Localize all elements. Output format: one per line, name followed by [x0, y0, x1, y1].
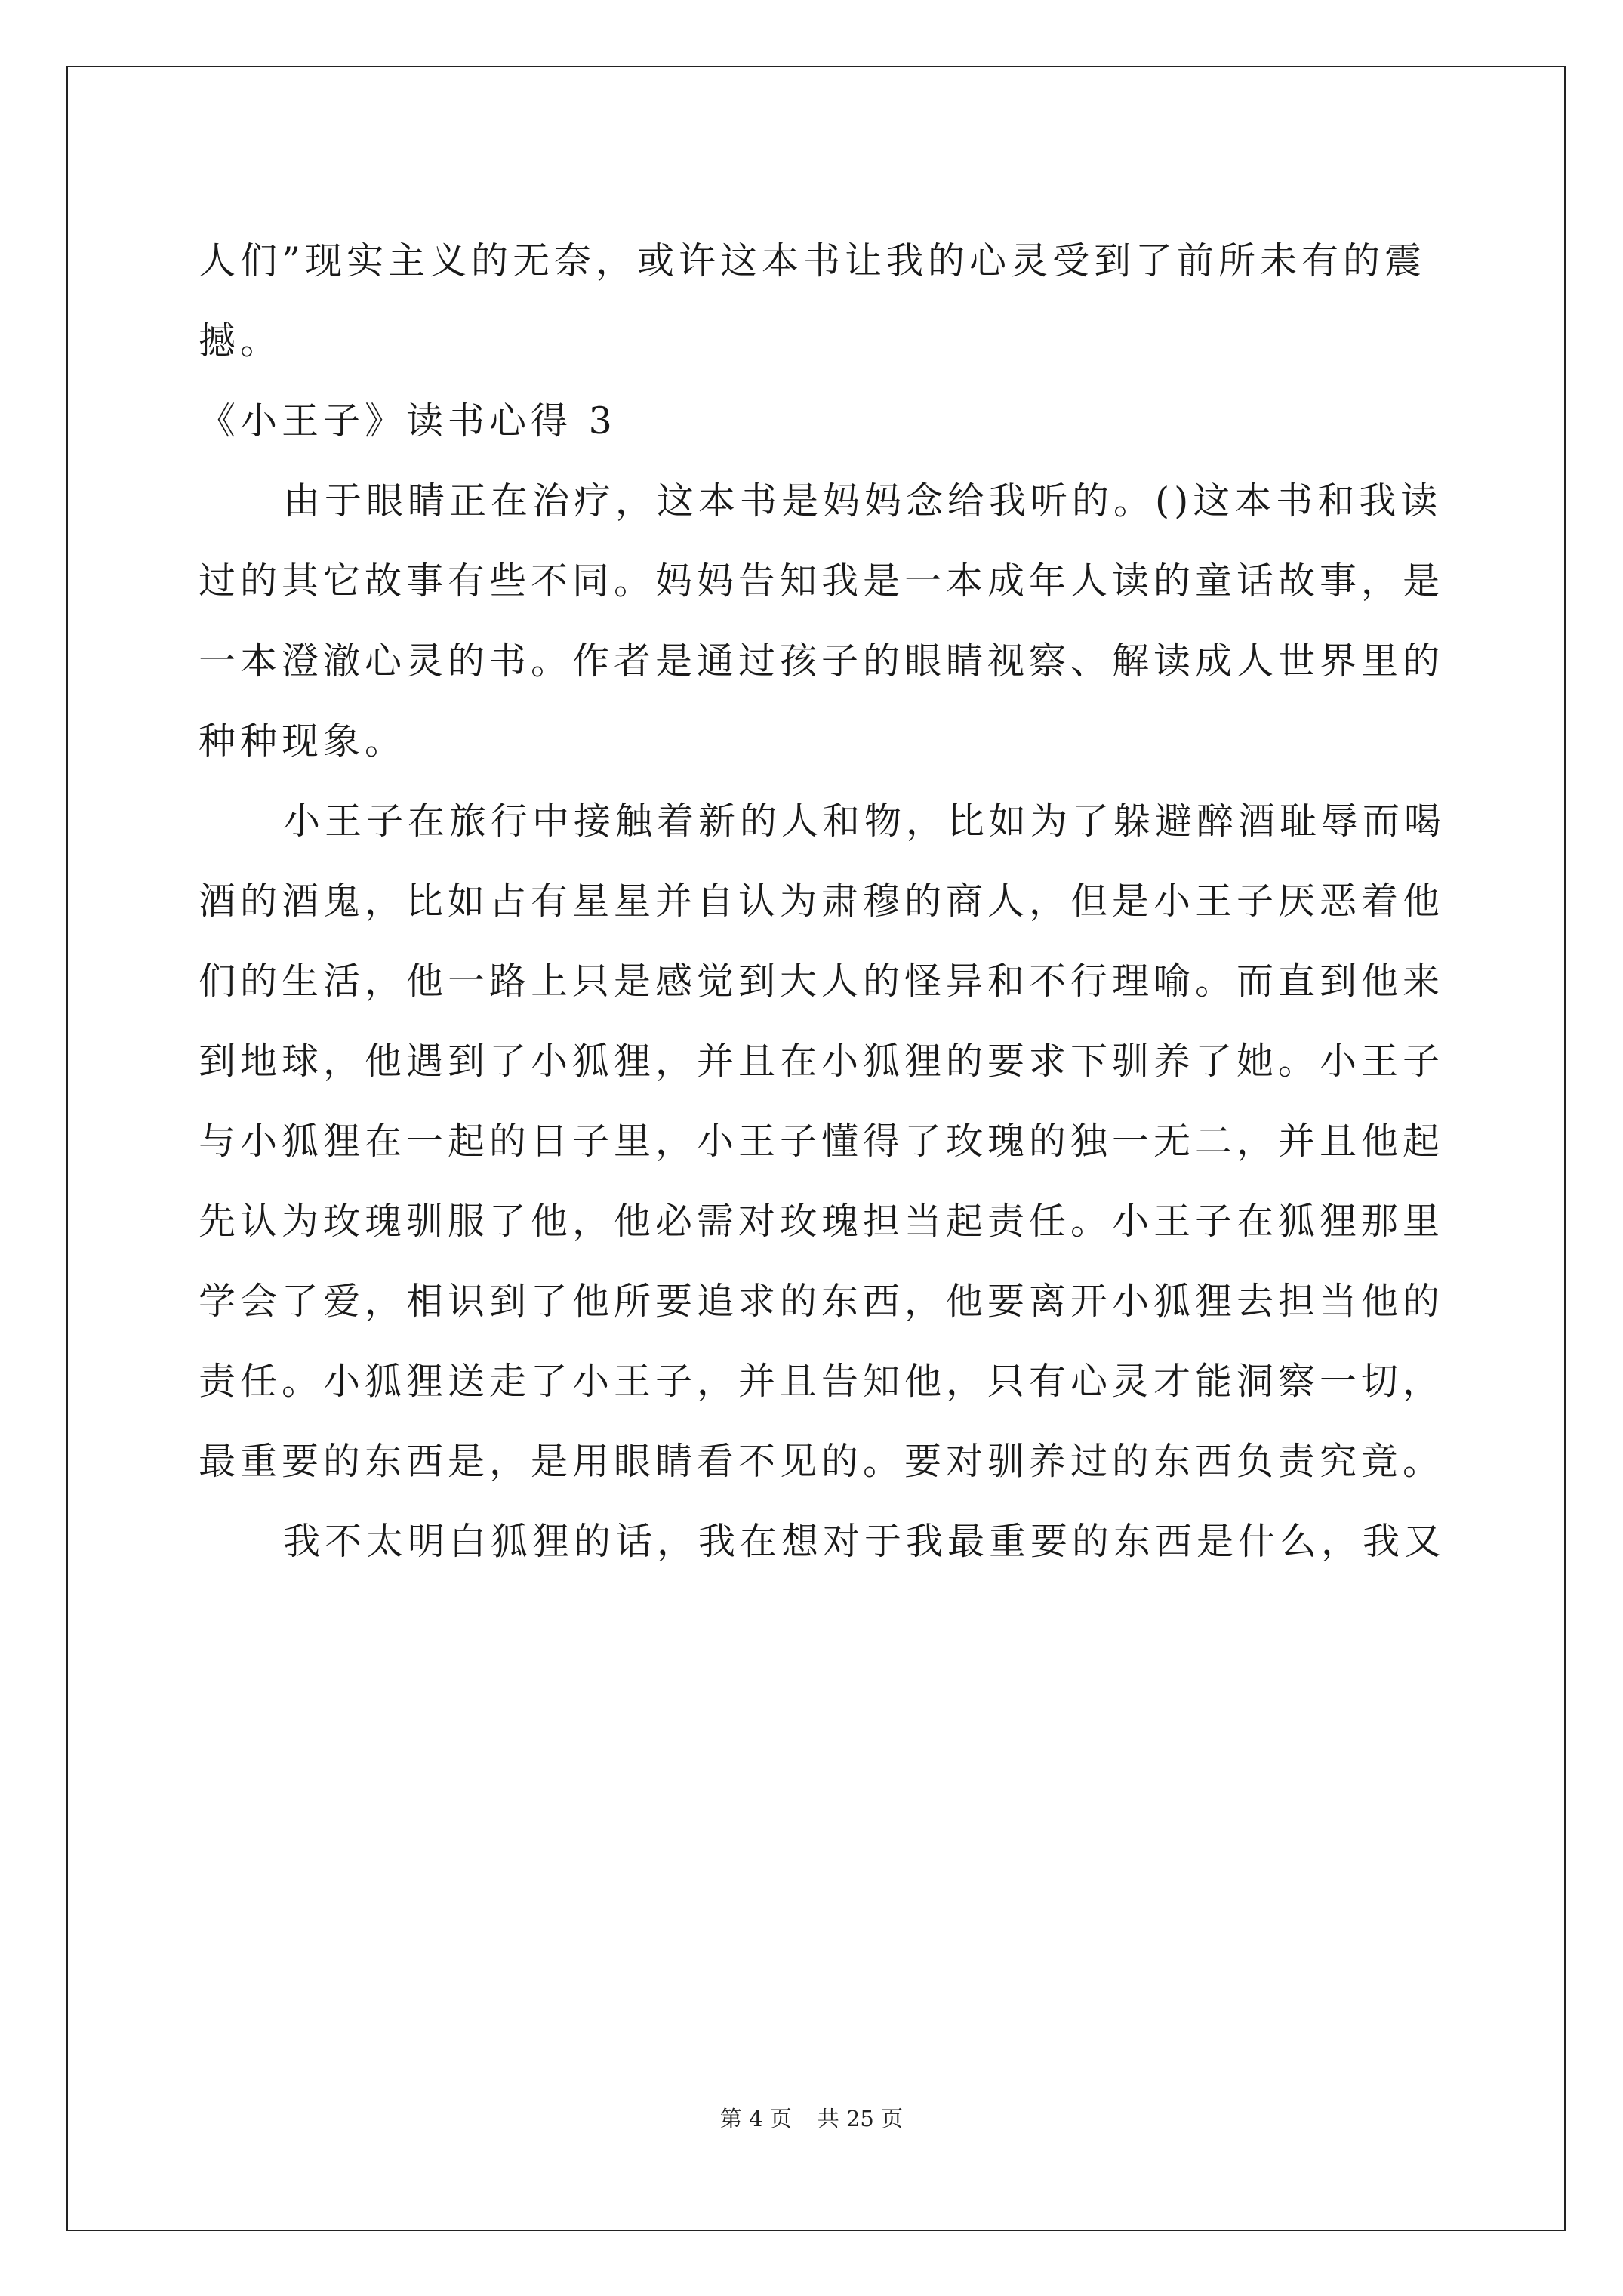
page-footer — [0, 2103, 1623, 2134]
text-line: 责任。小狐狸送走了小王子，并且告知他，只有心灵才能洞察一切， — [199, 1360, 1445, 1403]
text-line: 与小狐狸在一起的日子里，小王子懂得了玫瑰的独一无二，并且他起 — [199, 1120, 1445, 1163]
section-heading: 《小王子》读书心得 3 — [199, 399, 617, 442]
text-line: 先认为玫瑰驯服了他，他必需对玫瑰担当起责任。小王子在狐狸那里 — [199, 1200, 1445, 1243]
page-total: 共 25 页 — [817, 2106, 904, 2131]
text-line: 们的生活，他一路上只是感觉到大人的怪异和不行理喻。而直到他来 — [199, 960, 1445, 1003]
text-line: 由于眼睛正在治疗，这本书是妈妈念给我听的。()这本书和我读 — [283, 479, 1443, 522]
text-line: 到地球，他遇到了小狐狸，并且在小狐狸的要求下驯养了她。小王子 — [199, 1040, 1445, 1083]
text-line: 学会了爱，相识到了他所要追求的东西，他要离开小狐狸去担当他的 — [199, 1280, 1445, 1323]
text-line: 最重要的东西是，是用眼睛看不见的。要对驯养过的东西负责究竟。 — [199, 1440, 1445, 1483]
text-line: 酒的酒鬼，比如占有星星并自认为肃穆的商人，但是小王子厌恶着他 — [199, 880, 1445, 923]
text-line: 我不太明白狐狸的话，我在想对于我最重要的东西是什么，我又 — [283, 1520, 1446, 1563]
text-line: 小王子在旅行中接触着新的人和物，比如为了躲避醉酒耻辱而喝 — [283, 800, 1446, 843]
document-body — [199, 221, 1446, 1582]
text-line: 人们”现实主义的无奈，或许这本书让我的心灵受到了前所未有的震 — [199, 239, 1427, 282]
text-line: 过的其它故事有些不同。妈妈告知我是一本成年人读的童话故事，是 — [199, 559, 1445, 603]
text-line: 撼。 — [199, 319, 282, 362]
text-line: 种种现象。 — [199, 720, 407, 763]
page-number: 第 4 页 — [719, 2106, 792, 2131]
text-line: 一本澄澈心灵的书。作者是通过孩子的眼睛视察、解读成人世界里的 — [199, 639, 1445, 683]
